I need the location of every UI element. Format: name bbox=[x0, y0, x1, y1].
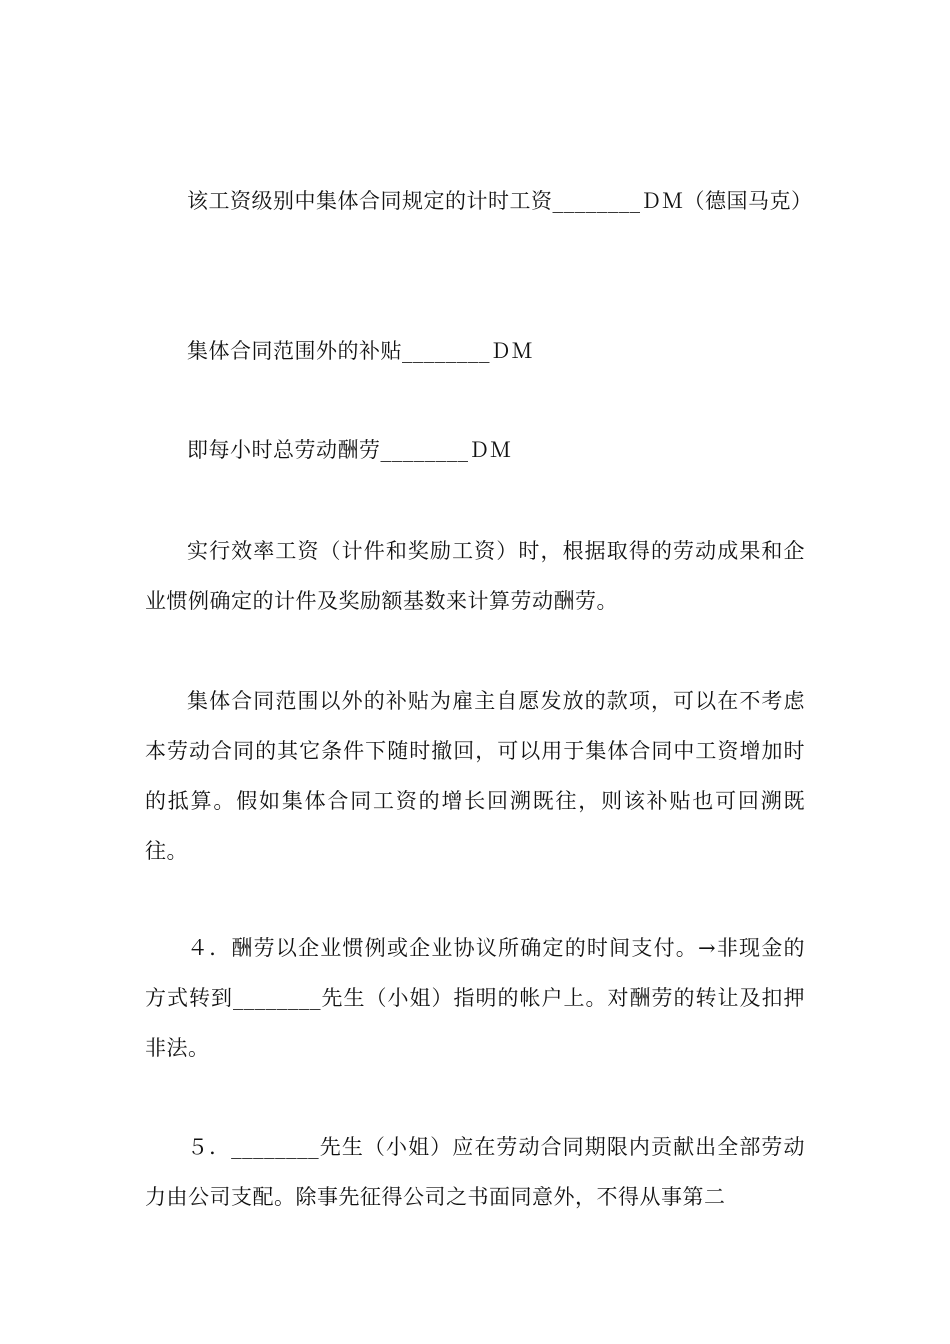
paragraph-clause-4-payment: ４．酬劳以企业惯例或企业协议所确定的时间支付。→非现金的方式转到________先生（小姐）指明的帐户上。对酬劳的转让及扣押非法。 bbox=[145, 936, 805, 1060]
paragraph-total-hourly-pay: 即每小时总劳动酬劳________ＤＭ bbox=[187, 438, 512, 462]
paragraph-allowance-terms: 集体合同范围以外的补贴为雇主自愿发放的款项，可以在不考虑本劳动合同的其它条件下随时撤回，可以用于集体合同中工资增加时的抵算。假如集体合同工资的增长回溯既往，则该补贴也可回溯既往。 bbox=[145, 689, 805, 863]
paragraph-hourly-wage: 该工资级别中集体合同规定的计时工资________ＤＭ（德国马克） bbox=[187, 189, 813, 213]
paragraph-clause-5-labor: ５．________先生（小姐）应在劳动合同期限内贡献出全部劳动力由公司支配。除事先征得公司之书面同意外，不得从事第二 bbox=[145, 1135, 805, 1209]
paragraph-efficiency-wage: 实行效率工资（计件和奖励工资）时，根据取得的劳动成果和企业惯例确定的计件及奖励额基数来计算劳动酬劳。 bbox=[145, 539, 805, 613]
paragraph-extra-allowance: 集体合同范围外的补贴________ＤＭ bbox=[187, 339, 533, 363]
